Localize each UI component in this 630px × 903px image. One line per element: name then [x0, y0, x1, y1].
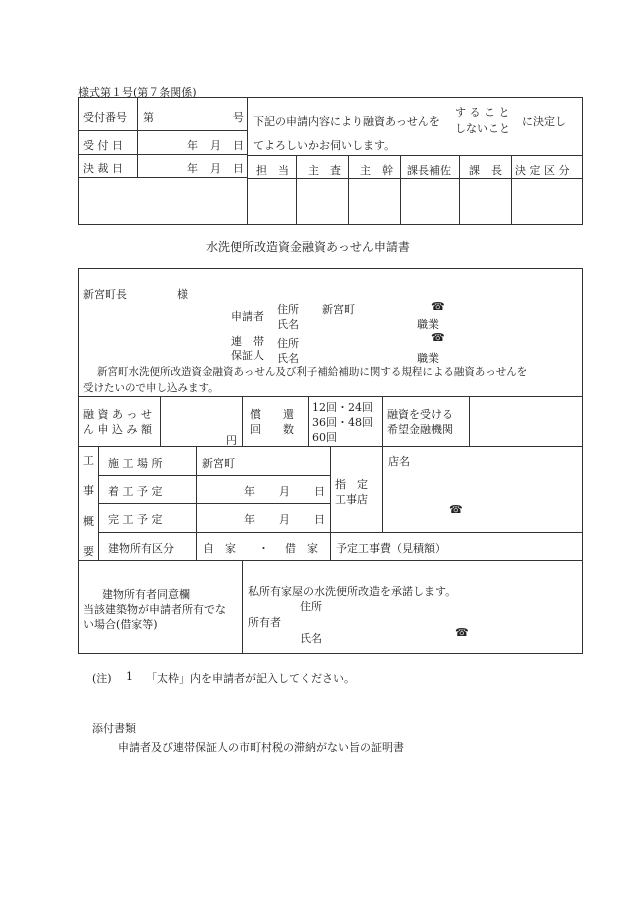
month-label: 月 [210, 139, 221, 152]
day-label: 日 [233, 139, 244, 152]
consent-note-2: い場合(借家等) [83, 618, 158, 631]
consent-divider [242, 560, 243, 654]
store-name-label: 店名 [388, 455, 410, 468]
applicant-name-label: 氏名 [277, 318, 299, 331]
approval-message-line2: てよろしいかお伺いします。 [253, 139, 396, 152]
guarantor-address-label: 住所 [277, 337, 299, 350]
role-kettei-kubun: 決 定 区 分 [515, 164, 570, 177]
loan-col-divider [160, 396, 161, 446]
owner-name-label: 氏名 [300, 632, 322, 645]
own-home-option: 自 家 [203, 542, 236, 555]
repay-option-1: 12回・24回 [312, 401, 373, 414]
yen-label: 円 [226, 434, 237, 447]
approval-row-line [78, 177, 247, 178]
role-divider [511, 155, 512, 225]
day-label: 日 [314, 513, 325, 526]
role-shusa: 主 査 [308, 164, 341, 177]
work-col-divider [330, 446, 331, 532]
site-value: 新宮町 [202, 457, 235, 470]
repay-label-1: 償 還 [250, 408, 294, 421]
approval-row-line [78, 154, 247, 155]
option-do: す る こ と [455, 106, 510, 119]
option-separator: ・ [258, 542, 269, 555]
loan-col-divider [308, 396, 309, 446]
bank-label-1: 融資を受ける [387, 408, 453, 421]
approval-message-post: に決定し [522, 115, 566, 128]
repay-option-2: 36回・48回 [312, 416, 373, 429]
role-divider [296, 155, 297, 225]
phone-icon: ☎ [455, 626, 469, 639]
consent-statement: 私所有家屋の水洗便所改造を承諾します。 [248, 585, 457, 598]
note-number: 1 [126, 670, 133, 683]
applicant-address-label: 住所 [277, 303, 299, 316]
month-label: 月 [279, 485, 290, 498]
applicant-label: 申請者 [231, 310, 264, 323]
work-row-bottom [78, 560, 583, 561]
work-side-char: 工 [83, 454, 94, 467]
loan-amount-label-1: 融 資 あ っ せ [83, 408, 152, 421]
role-divider [400, 155, 401, 225]
site-label: 施 工 場 所 [108, 457, 163, 470]
attachments-text: 申請者及び連帯保証人の市町村税の滞納がない旨の証明書 [118, 741, 404, 754]
rented-option: 借 家 [285, 542, 318, 555]
form-number: 様式第１号(第７条関係) [78, 86, 197, 99]
application-body-line2: 受けたいので申し込みます。 [83, 382, 219, 394]
document-title: 水洗便所改造資金融資あっせん申請書 [206, 240, 410, 254]
day-label: 日 [314, 485, 325, 498]
designated-label-2: 工事店 [335, 493, 368, 506]
day-label: 日 [233, 162, 244, 175]
bank-label-2: 希望金融機関 [387, 423, 453, 436]
repay-option-3: 60回 [312, 431, 337, 444]
phone-icon: ☎ [431, 331, 445, 344]
receipt-date-label: 受 付 日 [83, 139, 123, 152]
repay-label-2: 回 数 [250, 423, 294, 436]
approval-message-pre: 下記の申請内容により融資あっせんを [253, 115, 440, 128]
decision-date-label: 決 裁 日 [83, 162, 123, 175]
receipt-no-label: 受付番号 [83, 111, 127, 124]
owner-label: 所有者 [248, 616, 281, 629]
role-kacho-hosa: 課長補佐 [407, 164, 451, 177]
note-label: (注) [92, 672, 112, 685]
start-label: 着 工 予 定 [108, 485, 163, 498]
note-text: 「太枠」内を申請者が記入してください。 [146, 672, 355, 685]
approval-main-divider [247, 97, 248, 225]
receipt-no-prefix: 第 [143, 111, 154, 124]
year-label: 年 [187, 139, 198, 152]
work-col-divider [330, 532, 331, 560]
owner-address-label: 住所 [300, 600, 322, 613]
loan-row-top [78, 396, 583, 397]
month-label: 月 [279, 513, 290, 526]
guarantor-label-2: 保証人 [231, 349, 264, 362]
role-divider [348, 155, 349, 225]
guarantor-name-label: 氏名 [277, 352, 299, 365]
option-dont: しないこと [455, 122, 510, 135]
year-label: 年 [244, 485, 255, 498]
month-label: 月 [210, 162, 221, 175]
work-row-line [98, 532, 583, 533]
loan-col-divider [382, 396, 383, 446]
work-side-char: 事 [83, 484, 94, 497]
year-label: 年 [244, 513, 255, 526]
role-kacho: 課 長 [469, 164, 502, 177]
applicant-occupation-label: 職業 [417, 318, 439, 331]
application-body-line1: 新宮町水洗便所改造資金融資あっせん及び利子補給補助に関する規程による融資あっせんを [97, 366, 528, 378]
roles-bottom-line [247, 178, 583, 179]
finish-label: 完 工 予 定 [108, 513, 163, 526]
addressee: 新宮町長 [83, 288, 127, 301]
approval-row-line [78, 130, 247, 131]
work-side-char: 要 [83, 545, 94, 558]
role-shukan: 主 幹 [360, 164, 393, 177]
attachments-heading: 添付書類 [92, 722, 136, 735]
consent-note-1: 当該建築物が申請者所有でな [83, 603, 226, 616]
work-col-divider [382, 446, 383, 532]
guarantor-label-1: 連 帯 [231, 335, 264, 348]
work-row-line [98, 503, 330, 504]
work-row-line [98, 475, 330, 476]
year-label: 年 [187, 162, 198, 175]
role-tanto: 担 当 [256, 164, 289, 177]
approval-col-divider [137, 97, 138, 177]
consent-heading: 建物所有者同意欄 [102, 588, 190, 601]
guarantor-occupation-label: 職業 [417, 352, 439, 365]
designated-label-1: 指 定 [335, 478, 368, 491]
role-divider [459, 155, 460, 225]
ownership-label: 建物所有区分 [108, 542, 174, 555]
addressee-suffix: 様 [177, 288, 188, 301]
phone-icon: ☎ [449, 503, 463, 516]
work-side-char: 概 [83, 515, 94, 528]
receipt-no-suffix: 号 [233, 111, 244, 124]
loan-col-divider [242, 396, 243, 446]
applicant-address-value: 新宮町 [322, 303, 355, 316]
phone-icon: ☎ [431, 300, 445, 313]
estimate-label: 予定工事費（見積額） [336, 542, 446, 555]
loan-amount-label-2: ん 申 込 み 額 [83, 423, 152, 436]
roles-top-line [247, 155, 583, 156]
loan-col-divider [469, 396, 470, 446]
